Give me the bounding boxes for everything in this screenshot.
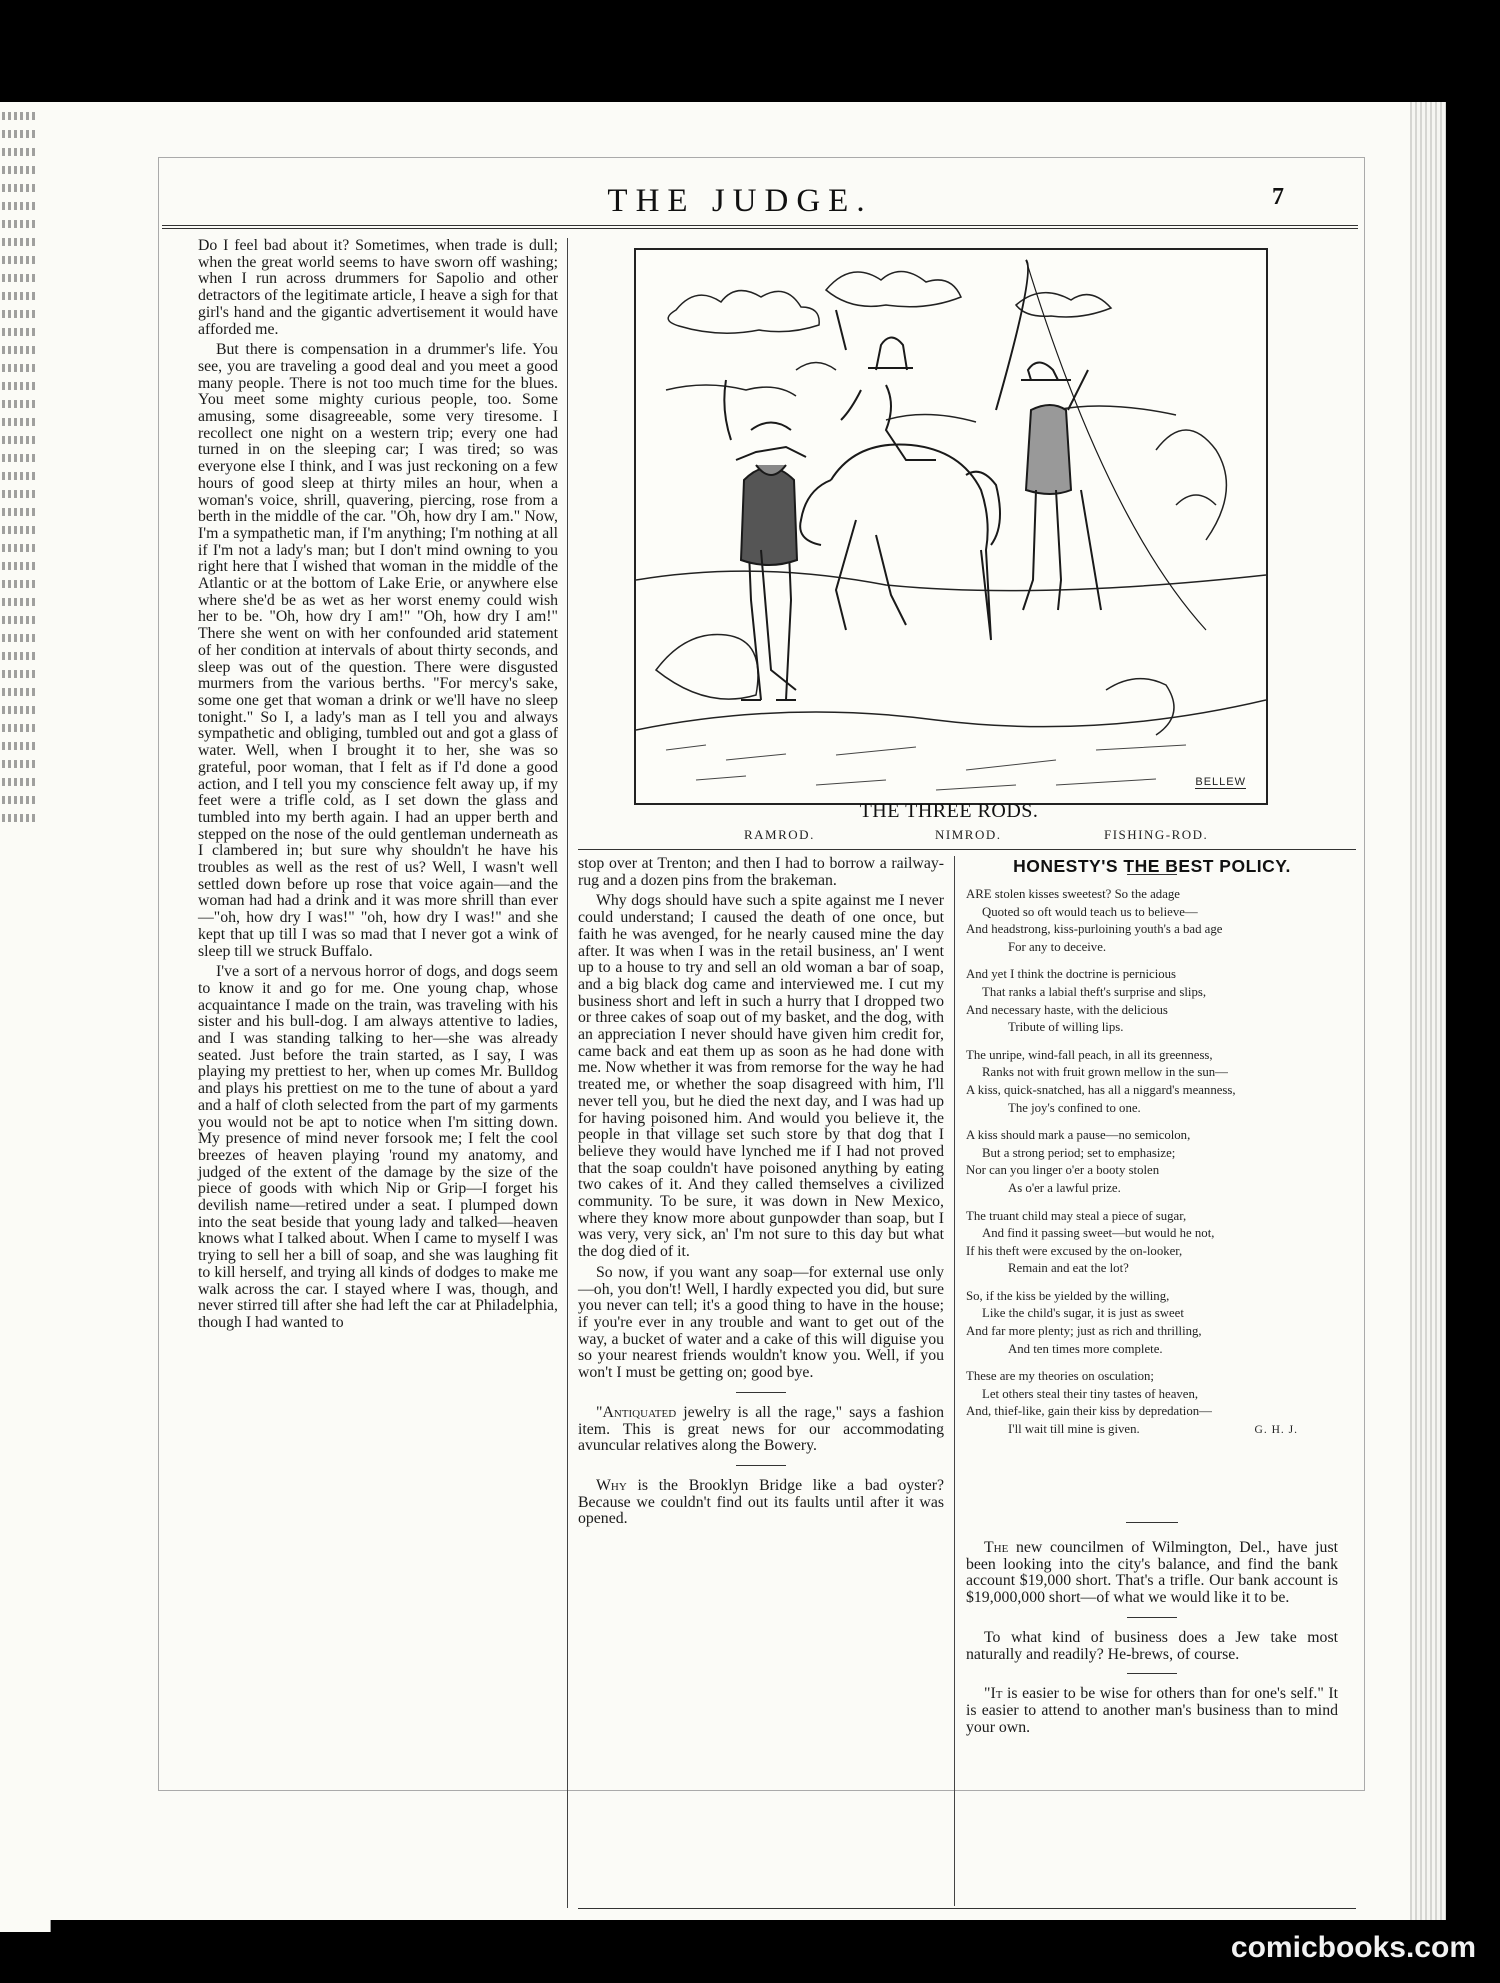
poem-line: ARE stolen kisses sweetest? So the adage	[966, 887, 1180, 901]
poem-stanza	[966, 1288, 1338, 1358]
poem-stanza	[966, 1047, 1338, 1117]
poem-stanza	[966, 1127, 1338, 1197]
poem-line: Ranks not with fruit grown mellow in the sun—	[982, 1065, 1228, 1080]
poem-line: The unripe, wind-fall peach, in all its greenness,	[966, 1047, 1213, 1062]
poem-line: But a strong period; set to emphasize;	[982, 1145, 1176, 1160]
column-divider-2	[954, 856, 955, 1906]
article-column-3	[966, 1540, 1338, 1740]
page-stack-edge	[1410, 102, 1446, 1920]
article-column-1	[198, 238, 558, 1336]
poem-stanza	[966, 1368, 1338, 1439]
news-item: Why is the Brooklyn Bridge like a bad oyster? Because we couldn't find out its faults until after it was opened.	[578, 1476, 944, 1528]
poem-line: I'll wait till mine is given.	[1008, 1422, 1140, 1437]
item-divider	[1127, 1673, 1177, 1674]
poem-line: A kiss should mark a pause—no semicolon,	[966, 1128, 1191, 1143]
poem-line: And far more plenty; just as rich and thrilling,	[966, 1324, 1202, 1339]
caption-label-fishing-rod: FISHING-ROD.	[1104, 827, 1209, 842]
item-divider	[1126, 1522, 1178, 1523]
watermark: comicbooks.com	[1230, 1931, 1476, 1964]
poem-line: A kiss, quick-snatched, has all a niggard's meanness,	[966, 1082, 1236, 1097]
poem-line: The truant child may steal a piece of sugar,	[966, 1208, 1187, 1223]
poem-line: And find it passing sweet—but would he not,	[982, 1226, 1215, 1241]
poem-stanza	[966, 1208, 1338, 1278]
poem-line: Like the child's sugar, it is just as sweet	[982, 1306, 1184, 1321]
poem-line: And ten times more complete.	[1008, 1341, 1163, 1356]
masthead-title: THE JUDGE.	[607, 183, 873, 219]
header-rule	[162, 225, 1358, 226]
poem-line: And yet I think the doctrine is pernicious	[966, 967, 1177, 982]
poem-line: That ranks a labial theft's surprise and slips,	[982, 984, 1207, 999]
poem-line: Remain and eat the lot?	[1008, 1261, 1129, 1276]
facing-page-text	[0, 102, 40, 1932]
paragraph: But there is compensation in a drummer's life. You see, you are traveling a good deal and you meet a good many people. There is not too much time for the blues. You meet some mighty curious people, too. Some amusing, some disagreeable, some very tiresome. I recollect one night on a western trip; every one had turned in on the sleeping car; I was tired; so was everyone else I think, and I was just reckoning on a few hours of good sleep at thirty miles an hour, when a woman's voice, shrill, quavering, piercing, rose from a berth in the middle of the car. "Oh, how dry I am." Now, I'm a sympathetic man, if I'm anything; I'm nothing at all if I'm not a lady's man; but I don't mind owning to you right here that I wished that woman in the middle of the Atlantic or at the bottom of Lake Erie, or anywhere else where she'd be as wet as her worst enemy could wish her to be. "Oh, how dry I am!" "Oh, how dry I am!" There she went on with her confounded arid statement of her condition at intervals of about thirty seconds, and sleep was out of the question. There were disgusted murmers from the various berths. "For mercy's sake, some one get that woman a drink or we'll have no sleep tonight." So I, a lady's man as I tell you and always sympathetic and obliging, tumbled out and got a glass of water. Well, when I brought it to her, she was so grateful, poor woman, that I felt as if I'd done a good action, and I tell you my conscience felt away up, if my feet were a trifle cold, as I set down the glass and tumbled into my berth again. I had an upper berth and stepped on the nose of the ould gentleman underneath as I clambered in; but sure why shouldn't he have his troubles as well as the rest of us? Well, I wasn't well settled down before up rose that voice again—and the woman had had a drink and it was more shrill than ever—"oh, how dry I was!" "oh, how dry I was!" and she kept that up till I was so mad that I never got a wink of sleep till we struck Buffalo.	[198, 341, 558, 960]
poem-line: For any to deceive.	[1008, 939, 1107, 954]
poem-line: As o'er a lawful prize.	[1008, 1180, 1121, 1195]
illustration-three-rods	[634, 248, 1268, 805]
item-divider	[1127, 1617, 1177, 1618]
poem-line: Let others steal their tiny tastes of heaven,	[982, 1386, 1199, 1401]
item-divider	[736, 1465, 786, 1466]
article-column-2	[578, 856, 944, 1532]
header-rule-2	[162, 228, 1358, 229]
news-item: The new councilmen of Wilmington, Del., have just been looking into the city's balance, and find the bank account $19,000 short. That's a trifle. Our bank account is $19,000,000 short—of what we would like it to be.	[966, 1539, 1338, 1607]
illustration-drawing	[636, 250, 1266, 803]
poem-stanza	[966, 966, 1338, 1036]
poem-title-rule	[1127, 874, 1177, 875]
poem-line: These are my theories on osculation;	[966, 1369, 1154, 1384]
item-divider	[736, 1392, 786, 1393]
paragraph: Do I feel bad about it? Sometimes, when trade is dull; when the great world seems to have sworn off washing; when I run across drummers for Sapolio and other detractors of the legitimate article, I heave a sigh for that girl's hand and the gigantic advertisement it would have afforded me.	[198, 237, 558, 338]
news-item: "It is easier to be wise for others than for one's self." It is easier to attend to another man's business than to mind your own.	[966, 1685, 1338, 1736]
paragraph: So now, if you want any soap—for external use only—oh, you don't! Well, I hardly expected you did, but sure you never can tell; it's a good thing to have in the house; if you're ever in any trouble and want to get out of the way, a bucket of water and a cake of this will diguise you so your nearest friends wouldn't know you. Well, if you won't I must be getting on; good bye.	[578, 1263, 944, 1382]
caption-label-nimrod: NIMROD.	[935, 827, 1002, 842]
poem-body	[966, 886, 1338, 1449]
poem-line: And necessary haste, with the delicious	[966, 1002, 1168, 1017]
news-item: To what kind of business does a Jew take most naturally and readily? He-brews, of course.	[966, 1628, 1338, 1663]
poem-line: So, if the kiss be yielded by the willing,	[966, 1288, 1170, 1303]
facing-page-edge	[0, 102, 51, 1932]
paragraph: I've a sort of a nervous horror of dogs, and dogs seem to know it and go for me. One young chap, whose acquaintance I made on the train, was traveling with his sister and his bull-dog. I am always attentive to ladies, and I was standing talking to her—she was already seated. Just before the train started, as I say, I was playing my prettiest to her, when up comes Mr. Bulldog and plays his prettiest on me to the tune of about a yard and a half of cloth selected from the part of my garments you would not be apt to notice when I'm sitting down. My presence of mind never forsook me; I felt the cool breezes of heaven playing 'round my anatomy, and judged of the extent of the damage by the size of the piece of goods with which Nip or Grip—I forget his devilish name—retired under a seat. I plumped down into the seat beside that young lady and talked—heaven knows what I talked about. When I came to myself I was trying to sell her a bill of soap, and she was laughing fit to kill herself, and trying all kinds of dodges to make me walk across the car. I stayed where I was, though, and never stirred till after she had left the car at Philadelphia, though I had wanted to	[198, 963, 558, 1331]
section-rule	[578, 849, 1356, 850]
news-item: "Antiquated jewelry is all the rage," says a fashion item. This is great news for our accommodating avuncular relatives along the Bowery.	[578, 1403, 944, 1455]
poem-signature: G. H. J.	[1254, 1423, 1298, 1436]
illustration-caption: THE THREE RODS.	[859, 800, 1039, 822]
poem-line: If his theft were excused by the on-looker,	[966, 1243, 1183, 1258]
poem-line: And, thief-like, gain their kiss by depredation—	[966, 1404, 1212, 1419]
artist-signature: BELLEW	[1195, 776, 1246, 788]
poem-line: And headstrong, kiss-purloining youth's a bad age	[966, 922, 1223, 937]
paragraph: stop over at Trenton; and then I had to borrow a railway-rug and a dozen pins from the brakeman.	[578, 855, 944, 889]
poem-title: HONESTY'S THE BEST POLICY.	[1013, 856, 1291, 876]
poem-line: Nor can you linger o'er a booty stolen	[966, 1163, 1160, 1178]
poem-line: Quoted so oft would teach us to believe—	[982, 904, 1198, 919]
page-number: 7	[1272, 184, 1284, 210]
poem-stanza	[966, 886, 1338, 956]
caption-label-ramrod: RAMROD.	[744, 827, 815, 842]
footer-rule	[578, 1908, 1356, 1909]
paragraph: Why dogs should have such a spite against me I never could understand; I caused the death of one once, but faith he was avenged, for he nearly caused mine the day after. It was when I was in the retail business, an' I went up to a house to try and sell an old woman a bar of soap, and a big black dog came and interviewed me. I cut my business short and left in such a hurry that I dropped two or three cakes of soap out of my basket, and the dog, with an appreciation I never should have given him credit for, came back and eat them up as soon as he had done with me. Now whether it was from remorse for the way he had treated me, or whether the soap disagreed with him, I'll never tell you, but he died the next day, and I was had up for having poisoned him. And would you believe it, the people in that village set such store by that dog that I believe they would have lynched me if I had not proved that the soap couldn't have poisoned anything by eating two cakes of it. And they called themselves a civilized community. To be sure, it was down in New Mexico, where they know more about gunpowder than soap, but I was very, very sick, an' I'm not sure to this day but what the dog died of it.	[578, 892, 944, 1261]
column-divider	[567, 238, 568, 1908]
poem-line: Tribute of willing lips.	[1008, 1020, 1124, 1035]
poem-line: The joy's confined to one.	[1008, 1100, 1141, 1115]
